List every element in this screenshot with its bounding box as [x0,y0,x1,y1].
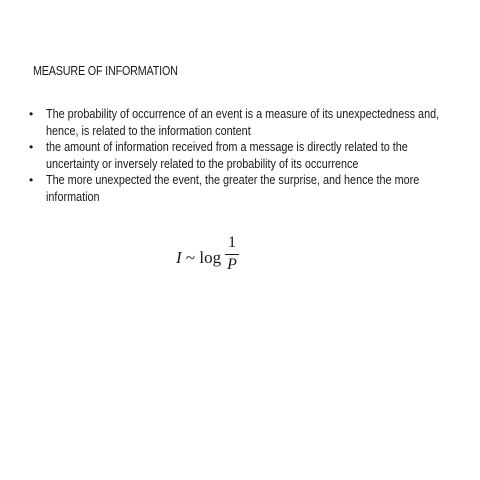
formula-denominator: P [227,256,237,273]
formula-fraction [225,234,239,274]
bullet-list [28,106,468,205]
bullet-item [28,172,468,205]
slide-title: MEASURE OF INFORMATION [33,64,178,78]
bullet-item [28,106,468,139]
formula-numerator: 1 [228,234,236,251]
bullet-item [28,139,468,172]
fraction-bar [225,254,239,255]
formula-lhs [176,248,221,268]
formula-variable: I [176,248,182,267]
bullet-text: the amount of information received from a message is directly related to the uncertainty or inversely related to the probability of its occurrence [46,140,408,171]
formula-function: log [199,248,222,267]
bullet-marker: • [29,107,34,121]
bullet-marker: • [29,173,34,187]
formula-relation: ~ [185,248,196,267]
bullet-text: The probability of occurrence of an event is a measure of its unexpectedness and, hence, is related to the information content [46,107,440,138]
bullet-text: The more unexpected the event, the greater the surprise, and hence the more information [46,173,420,204]
bullet-marker: • [29,140,34,154]
